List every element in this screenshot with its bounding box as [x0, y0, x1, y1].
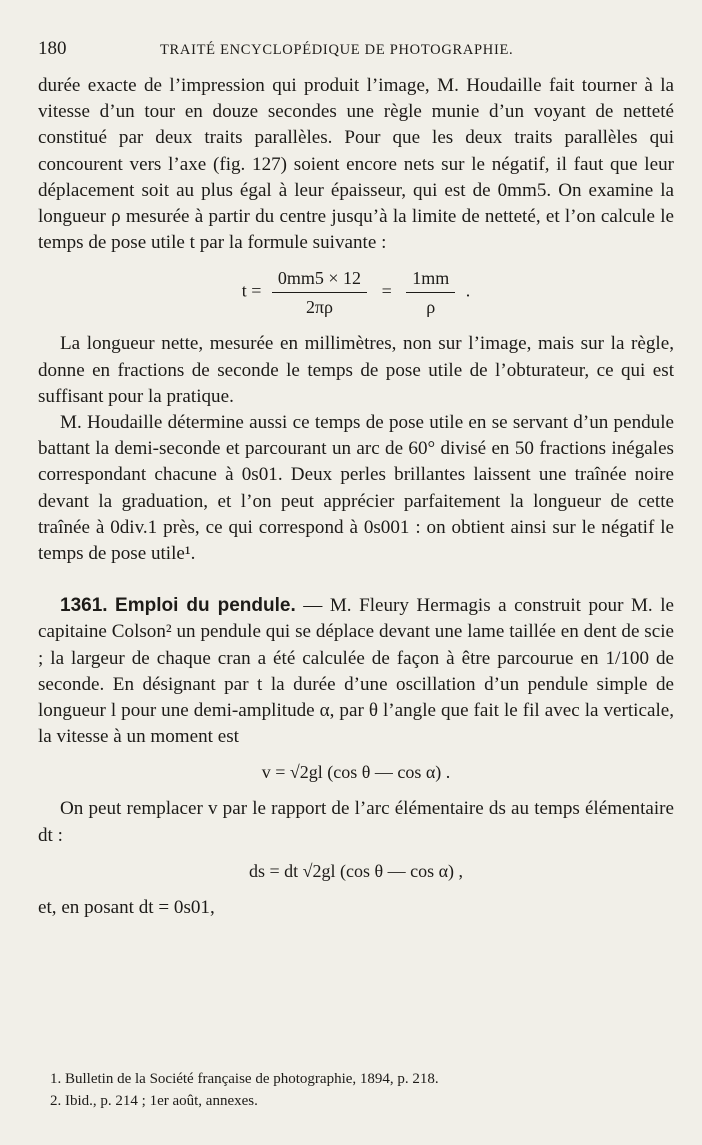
fraction-1 [272, 266, 367, 319]
paragraph-2: La longueur nette, mesurée en millimètres, non sur l’image, mais sur la règle, donne en fractions de seconde le temps de pose utile de l’obturateur, ce qui est suffisant pour la pratique. [38, 333, 674, 407]
formula-velocity: v = √2gl (cos θ — cos α) . [261, 762, 451, 783]
page-number: 180 [38, 38, 67, 59]
formula-exposure-time [38, 266, 674, 319]
fraction-1-numerator: 0mm5 × 12 [272, 266, 367, 293]
section-1361 [38, 593, 674, 750]
section-title: Emploi du pendule. [115, 595, 296, 617]
running-title: TRAITÉ ENCYCLOPÉDIQUE DE PHOTOGRAPHIE. [160, 42, 514, 58]
formula-lhs: t = [241, 281, 262, 302]
footnote-2: 2. Ibid., p. 214 ; 1er août, annexes. [50, 1093, 258, 1109]
fraction-1-denominator: 2πρ [305, 297, 334, 318]
footnote-1: 1. Bulletin de la Société française de photographie, 1894, p. 218. [50, 1071, 439, 1087]
running-header [38, 38, 662, 60]
section-number: 1361. [60, 595, 108, 617]
paragraph-1: durée exacte de l’impression qui produit l’image, M. Houdaille fait tourner à la vitesse d’un tour en douze secondes une règle munie d’un voyant de netteté constitué par deux traits parallèles. Pour que les deux traits parallèles qui concourent vers l’axe (fig. 127) soient encore nets sur le négatif, il faut que leur déplacement soit au plus égal à leur épaisseur, qui est de 0mm5. On examine la longueur ρ mesurée à partir du centre jusqu’à la limite de netteté, et l’on calcule le temps de pose utile t par la formule suivante : [38, 75, 674, 254]
paragraph-5: et, en posant dt = 0s01, [38, 896, 215, 918]
formula-arc: ds = dt √2gl (cos θ — cos α) , [248, 860, 464, 881]
equals-sign: = [381, 281, 392, 302]
paragraph-4: On peut remplacer v par le rapport de l’arc élémentaire ds au temps élémentaire dt : [38, 798, 674, 846]
fraction-2 [406, 266, 455, 319]
section-text: — M. Fleury Hermagis a construit pour M. le capitaine Colson² un pendule qui se déplace devant une lame taillée en dent de scie ; la largeur de chaque cran a été calculée de façon à être parcourue en 1/100 de seconde. En désignant par t la durée d’une oscillation d’un pendule simple de longueur l pour une demi-amplitude α, par θ l’angle que fait le fil avec la verticale, la vitesse à un moment est [38, 595, 674, 748]
fraction-2-denominator: ρ [426, 297, 436, 318]
fraction-2-numerator: 1mm [406, 266, 455, 293]
footnotes [38, 1069, 674, 1113]
paragraph-3: M. Houdaille détermine aussi ce temps de pose utile en se servant d’un pendule battant la demi-seconde et parcourant un arc de 60° divisé en 50 fractions inégales correspondant chacune à 0s01. Deux perles brillantes laissent une traînée noire devant la graduation, et l’on peut apprécier parfaitement la longueur de cette traînée à 0div.1 près, ce qui correspond à 0s001 : on obtient ainsi sur le négatif le temps de pose utile¹. [38, 412, 674, 565]
formula-end: . [465, 281, 471, 302]
body-text [38, 73, 674, 921]
